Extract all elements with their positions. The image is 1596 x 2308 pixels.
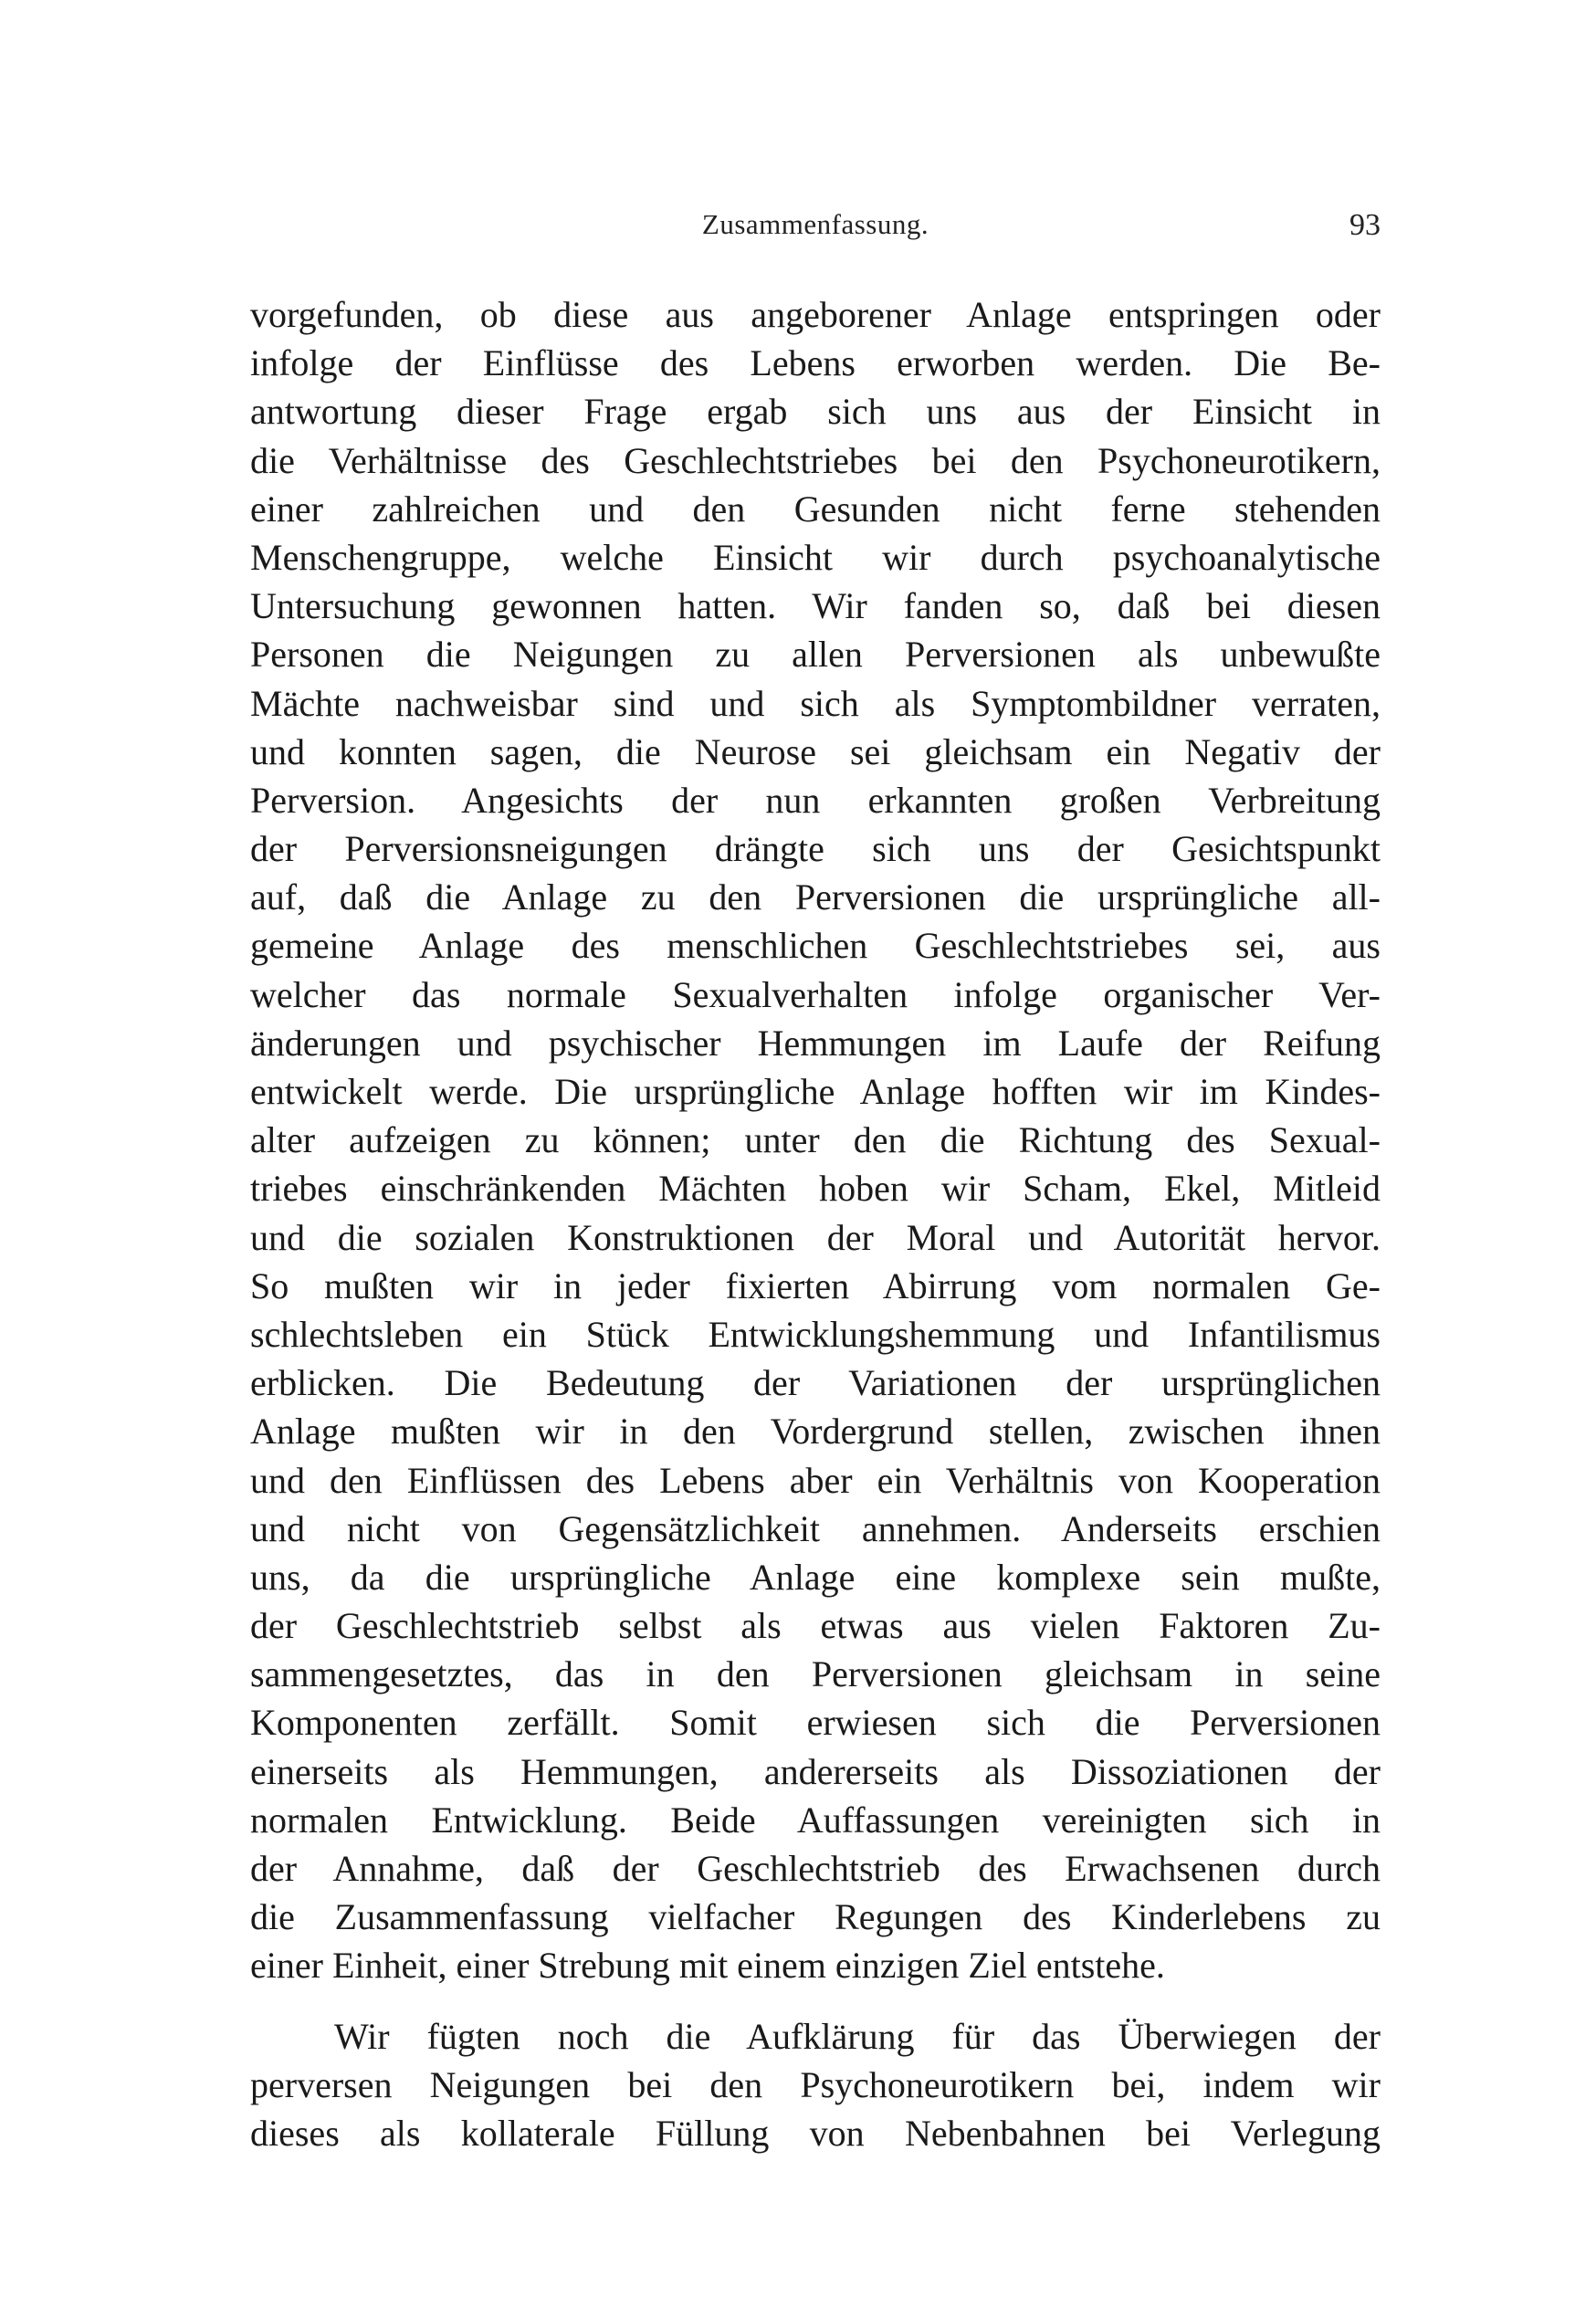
text-line: einer zahlreichen und den Gesunden nicht ferne stehenden [250, 488, 1381, 530]
text-line: schlechtsleben ein Stück Entwicklungshemmung und Infantilismus [250, 1313, 1381, 1355]
text-line: und nicht von Gegensätzlichkeit annehmen. Anderseits erschien [250, 1507, 1381, 1549]
text-line: triebes einschränkenden Mächten hoben wir Scham, Ekel, Mitleid [250, 1168, 1381, 1210]
text-line: gemeine Anlage des menschlichen Geschlechtstriebes sei, aus [250, 925, 1381, 967]
page-header [250, 208, 1381, 248]
paragraph-spacer [250, 1990, 1381, 2012]
text-line: So mußten wir in jeder fixierten Abirrung vom normalen Ge- [250, 1264, 1381, 1306]
text-line: änderungen und psychischer Hemmungen im Laufe der Reifung [250, 1022, 1381, 1064]
text-line: uns, da die ursprüngliche Anlage eine komplexe sein mußte, [250, 1556, 1381, 1598]
text-line: normalen Entwicklung. Beide Auffassungen vereinigten sich in [250, 1799, 1381, 1841]
text-line: Personen die Neigungen zu allen Perversionen als unbewußte [250, 634, 1381, 676]
text-line: und konnten sagen, die Neurose sei gleichsam ein Negativ der [250, 730, 1381, 772]
paragraph-1 [250, 290, 1381, 1990]
text-line: entwickelt werde. Die ursprüngliche Anlage hofften wir im Kindes- [250, 1071, 1381, 1112]
text-line: der Geschlechtstrieb selbst als etwas aus vielen Faktoren Zu- [250, 1605, 1381, 1647]
text-line: und den Einflüssen des Lebens aber ein Verhältnis von Kooperation [250, 1459, 1381, 1501]
text-line: die Verhältnisse des Geschlechtstriebes bei den Psychoneurotikern, [250, 439, 1381, 481]
text-line: welcher das normale Sexualverhalten infolge organischer Ver- [250, 973, 1381, 1015]
text-line: der Perversionsneigungen drängte sich uns der Gesichtspunkt [250, 828, 1381, 870]
text-line: vorgefunden, ob diese aus angeborener Anlage entspringen oder [250, 294, 1381, 335]
text-line: Untersuchung gewonnen hatten. Wir fanden so, daß bei diesen [250, 585, 1381, 627]
text-line: Wir fügten noch die Aufklärung für das Überwiegen der [334, 2015, 1381, 2057]
text-line: dieses als kollaterale Füllung von Nebenbahnen bei Verlegung [250, 2112, 1381, 2154]
running-title: Zusammenfassung. [701, 208, 929, 240]
text-line: die Zusammenfassung vielfacher Regungen des Kinderlebens zu [250, 1896, 1381, 1938]
text-line: auf, daß die Anlage zu den Perversionen die ursprüngliche all- [250, 876, 1381, 918]
text-line: perversen Neigungen bei den Psychoneurotikern bei, indem wir [250, 2063, 1381, 2105]
text-line: einerseits als Hemmungen, andererseits als Dissoziationen der [250, 1750, 1381, 1792]
text-line: der Annahme, daß der Geschlechtstrieb des Erwachsenen durch [250, 1848, 1381, 1889]
text-line: Perversion. Angesichts der nun erkannten großen Verbreitung [250, 779, 1381, 821]
paragraph-2 [250, 2012, 1381, 2158]
text-line: infolge der Einflüsse des Lebens erworben werden. Die Be- [250, 342, 1381, 384]
text-line: antwortung dieser Frage ergab sich uns aus der Einsicht in [250, 391, 1381, 433]
text-line: alter aufzeigen zu können; unter den die Richtung des Sexual- [250, 1119, 1381, 1161]
page-number: 93 [1349, 208, 1381, 242]
text-line: einer Einheit, einer Strebung mit einem einzigen Ziel entstehe. [250, 1945, 1165, 1987]
text-line: Anlage mußten wir in den Vordergrund stellen, zwischen ihnen [250, 1411, 1381, 1453]
text-line: sammengesetztes, das in den Perversionen gleichsam in seine [250, 1653, 1381, 1695]
text-line: Mächte nachweisbar sind und sich als Symptombildner verraten, [250, 682, 1381, 724]
text-line: Menschengruppe, welche Einsicht wir durch psychoanalytische [250, 536, 1381, 578]
text-line: erblicken. Die Bedeutung der Variationen der ursprünglichen [250, 1362, 1381, 1404]
body-text [250, 290, 1381, 2157]
text-line: Komponenten zerfällt. Somit erwiesen sich die Perversionen [250, 1702, 1381, 1744]
text-line: und die sozialen Konstruktionen der Moral und Autorität hervor. [250, 1216, 1381, 1258]
